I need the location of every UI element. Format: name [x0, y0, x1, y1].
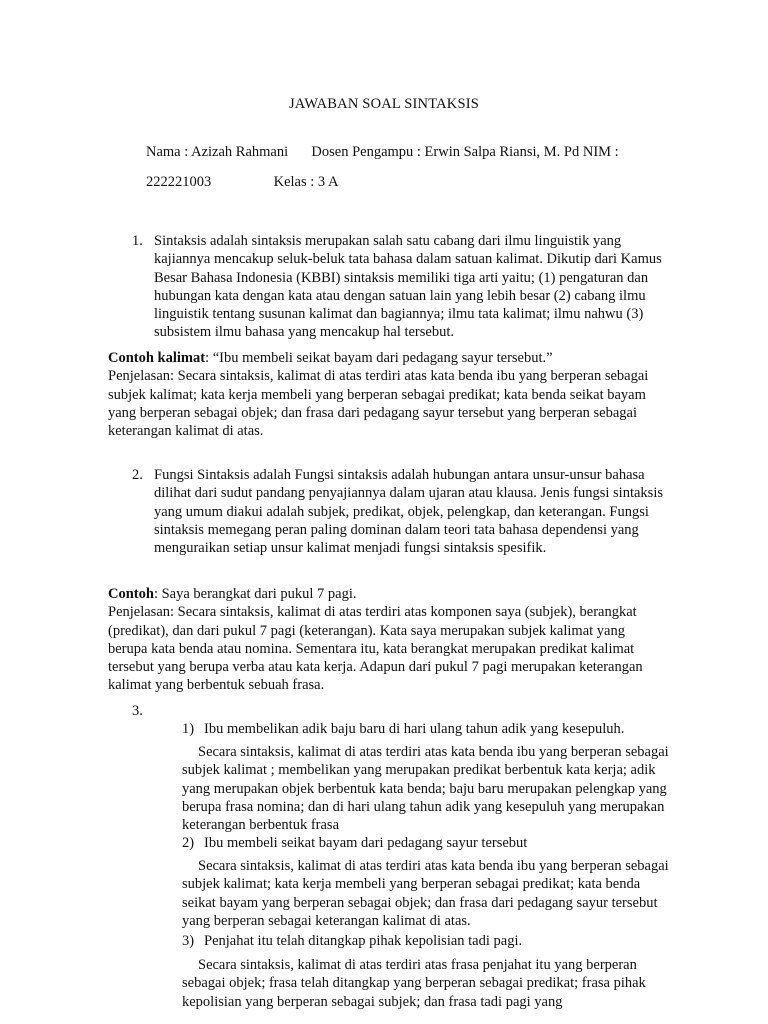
answer-3-item-2-number: 2): [182, 835, 195, 851]
answer-3-item-3: [182, 932, 672, 950]
lecturer-name: Dosen Pengampu : Erwin Salpa Riansi, M. Pd NIM :: [311, 144, 619, 160]
answer-3-number: 3.: [132, 703, 143, 719]
answer-2: [108, 466, 668, 557]
answer-2-example-label: Contoh: [108, 586, 154, 602]
answer-3-item-2-sentence: Ibu membeli seikat bayam dari pedagang sayur tersebut: [204, 835, 528, 851]
answer-1-number: 1.: [132, 233, 143, 249]
answer-3-item-1: [182, 720, 672, 738]
answer-3-item-3-explanation: Secara sintaksis, kalimat di atas terdiri atas frasa penjahat itu yang berperan sebagai objek; frasa telah ditangkap yang berperan sebagai predikat; frasa pihak kepolisian yang berperan sebagai subjek; dan frasa tadi pagi yang: [182, 957, 646, 1010]
answer-1: [108, 232, 668, 342]
answer-2-number: 2.: [132, 467, 143, 483]
answer-2-example-text: : Saya berangkat dari pukul 7 pagi.: [153, 586, 357, 602]
answer-1-example-label: Contoh kalimat: [108, 350, 206, 366]
answer-1-example: [108, 349, 668, 440]
answer-3-item-2-explanation: Secara sintaksis, kalimat di atas terdiri atas kata benda ibu yang berperan sebagai subjek kalimat; kata kerja membeli yang berperan sebagai predikat; kata benda seikat bayam yang berperan sebagai objek; dan frasa dari pedagang sayur tersebut yang berperan sebagai keterangan kalimat di atas.: [182, 858, 669, 929]
answer-3-item-3-number: 3): [182, 933, 195, 949]
student-name: Nama : Azizah Rahmani: [146, 144, 289, 160]
student-info-line-2: [146, 174, 338, 191]
answer-3-item-3-sentence: Penjahat itu telah ditangkap pihak kepolisian tadi pagi.: [204, 933, 523, 949]
answer-2-example: [108, 585, 668, 695]
answer-2-text: Fungsi Sintaksis adalah Fungsi sintaksis adalah hubungan antara unsur-unsur bahasa dilihat dari sudut pandang penyajiannya dalam ujaran atau klausa. Jenis fungsi sintaksis yang umum diakui adalah subjek, predikat, objek, pelengkap, dan keterangan. Fungsi sintaksis memegang peran paling dominan dalam teori tata bahasa dependensi yang menguraikan setiap unsur kalimat menjadi fungsi sintaksis spesifik.: [154, 467, 663, 557]
answer-3-item-1-sentence: Ibu membelikan adik baju baru di hari ulang tahun adik yang kesepuluh.: [204, 721, 625, 737]
answer-2-explanation: Penjelasan: Secara sintaksis, kalimat di atas terdiri atas komponen saya (subjek), berangkat (predikat), dan dari pukul 7 pagi (keterangan). Kata saya merupakan subjek kalimat yang berupa kata benda atau nomina. Sementara itu, kata berangkat merupakan predikat kalimat tersebut yang berupa verba atau kata kerja. Adapun dari pukul 7 pagi merupakan keterangan kalimat yang berbentuk sebuah frasa.: [108, 604, 643, 694]
answer-1-explanation: Penjelasan: Secara sintaksis, kalimat di atas terdiri atas kata benda ibu yang berperan sebagai subjek kalimat; kata kerja membeli yang berperan sebagai predikat; kata benda seikat bayam yang berperan sebagai objek; dan frasa dari pedagang sayur tersebut yang berperan sebagai keterangan kalimat di atas.: [108, 368, 649, 440]
student-class: Kelas : 3 A: [273, 174, 339, 190]
answer-3-item-1-number: 1): [182, 721, 195, 737]
student-info-line-1: [146, 144, 619, 161]
answer-3-item-1-explanation: Secara sintaksis, kalimat di atas terdiri atas kata benda ibu yang berperan sebagai subjek kalimat ; membelikan yang merupakan predikat berbentuk kata kerja; adik yang merupakan objek berbentuk kata benda; baju baru merupakan pelengkap yang berupa frasa nomina; dan di hari ulang tahun adik yang kesepuluh yang merupakan keterangan berbentuk frasa: [182, 744, 669, 834]
page-title: JAWABAN SOAL SINTAKSIS: [288, 96, 480, 112]
answer-1-example-text: : “Ibu membeli seikat bayam dari pedagang sayur tersebut.”: [205, 350, 553, 366]
answer-3-item-2: [182, 834, 672, 852]
answer-1-text: Sintaksis adalah sintaksis merupakan salah satu cabang dari ilmu linguistik yang kajiannya mencakup seluk-beluk tata bahasa dalam satuan kalimat. Dikutip dari Kamus Besar Bahasa Indonesia (KBBI) sintaksis memiliki tiga arti yaitu; (1) pengaturan dan hubungan kata dengan kata atau dengan satuan lain yang lebih besar (2) cabang ilmu linguistik tentang susunan kalimat dan bagiannya; ilmu tata kalimat; ilmu nahwu (3) subsistem ilmu bahasa yang mencakup hal tersebut.: [154, 233, 662, 341]
student-nim: 222221003: [146, 174, 212, 190]
